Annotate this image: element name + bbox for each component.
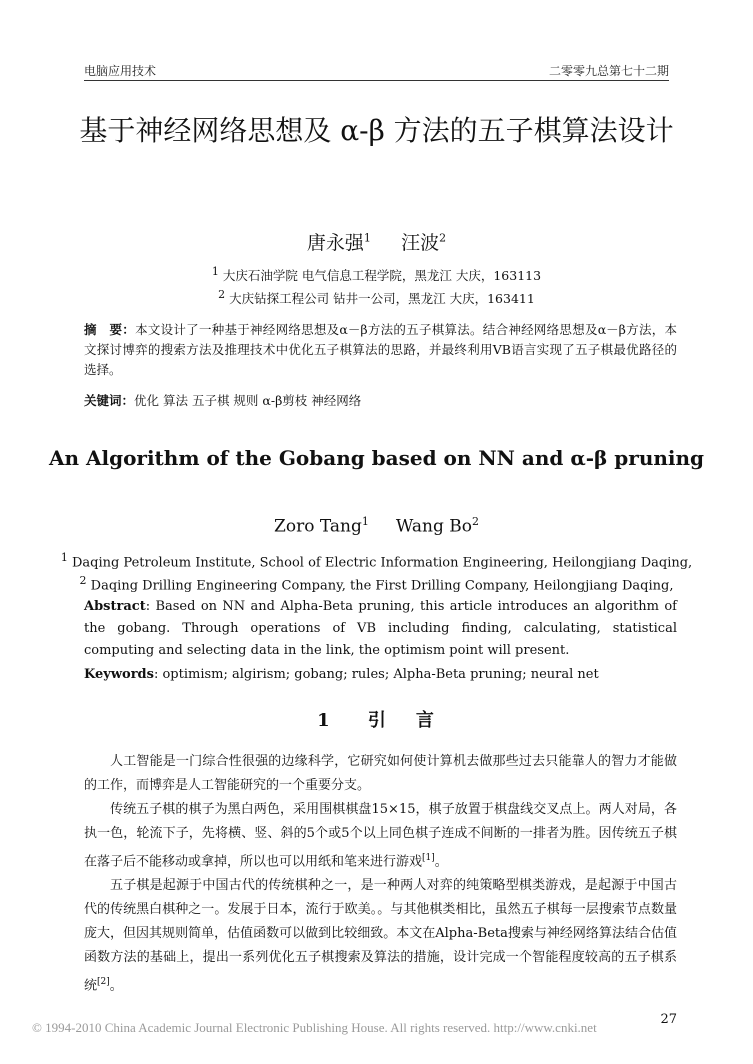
paper-title-english: An Algorithm of the Gobang based on NN and α-β pruning [48,446,705,470]
author-en-2-sup: 2 [471,515,479,528]
keywords-cn-label: 关键词： [84,393,135,408]
abstract-cn-label: 摘 要： [84,322,136,337]
keywords-en-text: : optimism; algirism; gobang; rules; Alpha-Beta pruning; neural net [153,667,599,682]
page-number: 27 [660,1012,677,1027]
affiliation-sup: 1 [211,265,219,278]
affiliation-text: 大庆石油学院 电气信息工程学院，黑龙江 大庆，163113 [222,268,542,284]
header-rule [84,80,669,81]
affiliation-sup: 2 [218,288,226,301]
abstract-en-text: : Based on NN and Alpha-Beta pruning, this article introduces an algorithm of the gobang. Through operations of VB including finding, calculating, statistical computing and selecting data in the link, the optimism point will present. [84,599,677,658]
running-header-issue: 二零零九总第七十二期 [548,64,669,78]
paragraph-text: 五子棋是起源于中国古代的传统棋种之一，是一种两人对弈的纯策略型棋类游戏，是起源于中国古代的传统黑白棋种之一。发展于日本，流行于欧美。。与其他棋类相比，虽然五子棋每一层搜索节点数量庞大，但因其规则简单，估值函数可以做到比较细致。本文在Alpha-Beta搜索与神经网络算法结合估值函数方法的基础上，提出一系列优化五子棋搜索及算法的措施，设计完成一个智能程度较高的五子棋系统 [84,878,677,994]
abstract-english [84,596,677,662]
body-text [84,750,677,999]
author-2-name: 汪波 [401,232,440,254]
keywords-cn-text: 优化 算法 五子棋 规则 α-β剪枝 神经网络 [134,393,362,408]
affiliation-en-2 [0,574,753,593]
section-number: 1 [317,710,332,731]
paragraph-text: 传统五子棋的棋子为黑白两色，采用围棋棋盘15×15，棋子放置于棋盘线交叉点上。两人对局，各执一色，轮流下子，先将横、竖、斜的5个或5个以上同色棋子连成不间断的一排者为胜。因传统五子棋在落子后不能移动或拿掉，所以也可以用纸和笔来进行游戏 [84,802,677,870]
affiliation-cn-2 [0,288,753,307]
authors-english [0,515,753,537]
paper-title-chinese: 基于神经网络思想及 α-β 方法的五子棋算法设计 [79,114,674,147]
author-1-name: 唐永强 [306,232,364,254]
citation-ref-1: [1] [422,853,435,863]
author-en-1-sup: 1 [361,515,369,528]
affiliation-en-1 [0,551,753,570]
affiliation-sup: 2 [79,574,87,587]
paragraph-end: 。 [434,854,448,870]
section-title-char-1: 引 [367,710,388,731]
citation-ref-2: [2] [97,977,110,988]
affiliation-cn-1 [0,265,753,284]
keywords-en-label: Keywords [84,667,154,682]
body-paragraph-3 [84,874,677,998]
abstract-chinese [84,320,677,380]
affiliation-text: Daqing Drilling Engineering Company, the First Drilling Company, Heilongjiang Daqing, [90,578,674,594]
authors-chinese [0,228,753,255]
author-2-sup: 2 [439,231,447,245]
keywords-english [84,664,677,686]
copyright-footer: © 1994-2010 China Academic Journal Electronic Publishing House. All rights reserved. http://www.cnki.net [32,1020,597,1035]
author-1-sup: 1 [363,231,371,245]
keywords-chinese [84,391,677,411]
author-en-1-name: Zoro Tang [274,516,362,537]
abstract-cn-text: 本文设计了一种基于神经网络思想及α－β方法的五子棋算法。结合神经网络思想及α－β方法，本文探讨博弈的搜索方法及推理技术中优化五子棋算法的思路，并最终利用VB语言实现了五子棋最优路径的选择。 [84,322,677,377]
section-heading-introduction [0,706,753,732]
affiliation-text: 大庆钻探工程公司 钻井一公司，黑龙江 大庆，163411 [229,291,535,307]
affiliation-sup: 1 [60,551,68,564]
affiliation-text: Daqing Petroleum Institute, School of Electric Information Engineering, Heilongjiang Daqing, [71,555,693,571]
body-paragraph-1: 人工智能是一门综合性很强的边缘科学，它研究如何使计算机去做那些过去只能靠人的智力才能做的工作，而博弈是人工智能研究的一个重要分支。 [84,754,677,793]
section-title-char-2: 言 [415,710,436,731]
author-en-2-name: Wang Bo [395,516,472,537]
abstract-en-label: Abstract [84,599,146,614]
running-header-journal: 电脑应用技术 [84,64,157,78]
body-paragraph-2 [84,798,677,874]
paragraph-end: 。 [109,978,123,994]
